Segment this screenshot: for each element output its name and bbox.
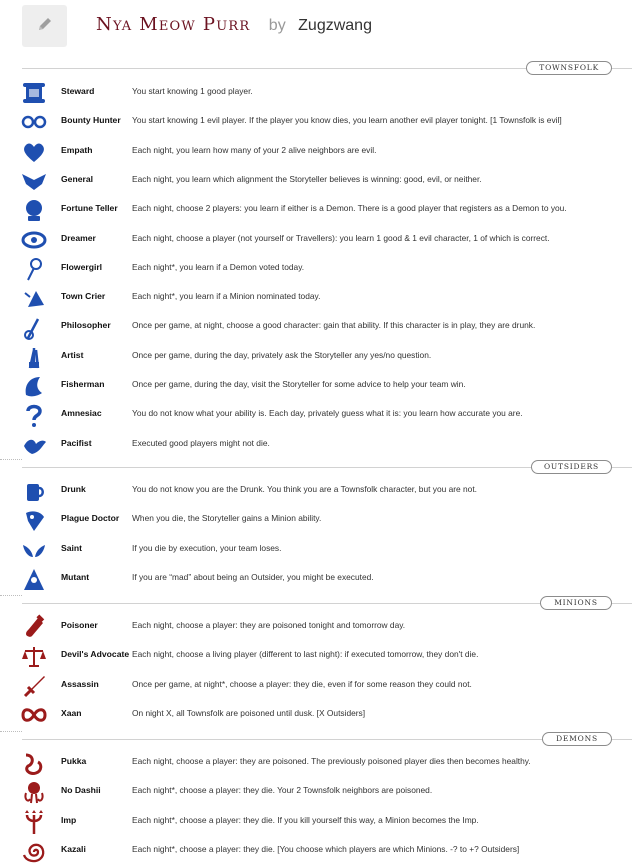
character-ability: Once per game, during the day, privately ask the Storyteller any yes/no question. [132, 350, 432, 360]
character-row [0, 107, 636, 136]
dove-icon [20, 432, 48, 458]
character-ability: Each night, you learn which alignment the Storyteller believes is winning: good, evil, or neither. [132, 174, 482, 184]
character-row [0, 748, 636, 777]
heart-icon [20, 139, 48, 165]
character-ability: Each night, you learn how many of your 2 alive neighbors are evil. [132, 145, 377, 155]
character-row [0, 535, 636, 564]
section-label-outsiders: OUTSIDERS [531, 460, 612, 474]
character-name: Philosopher [61, 320, 111, 330]
character-name: Fisherman [61, 379, 105, 389]
question-mark-icon [20, 402, 48, 428]
title-line [96, 14, 372, 35]
character-row [0, 78, 636, 107]
character-name: Artist [61, 350, 84, 360]
character-row [0, 836, 636, 865]
character-ability: Each night*, choose a player: they die. If you kill yourself this way, a Minion becomes the Imp. [132, 815, 479, 825]
character-ability: Once per game, at night*, choose a player: they die, even if for some reason they could not. [132, 679, 472, 689]
section-separator [0, 60, 636, 76]
character-row [0, 807, 636, 836]
scales-icon [20, 643, 48, 669]
by-label: by [268, 17, 286, 34]
section-divider-dotted [0, 731, 22, 732]
poison-vial-icon [20, 614, 48, 640]
character-ability: Each night*, choose a player: they die. [You choose which players are which Minions. -? to +? Outsiders] [132, 844, 520, 854]
section-rule [22, 739, 632, 740]
character-row [0, 612, 636, 641]
character-ability: You do not know what your ability is. Each day, privately guess what it is: you learn how accurate you are. [132, 408, 523, 418]
character-ability: If you die by execution, your team loses. [132, 543, 282, 553]
staff-icon [20, 314, 48, 340]
character-row [0, 254, 636, 283]
infinity-icon [20, 702, 48, 728]
section-separator [0, 731, 636, 747]
character-name: Imp [61, 815, 77, 825]
character-name: Kazali [61, 844, 86, 854]
trident-icon [20, 809, 48, 835]
insignia-icon [20, 168, 48, 194]
character-ability: Each night*, you learn if a Minion nominated today. [132, 291, 321, 301]
character-name: Bounty Hunter [61, 115, 121, 125]
character-row [0, 137, 636, 166]
character-name: Drunk [61, 484, 86, 494]
character-row [0, 700, 636, 729]
character-row [0, 430, 636, 459]
character-name: Fortune Teller [61, 203, 118, 213]
section-separator [0, 595, 636, 611]
character-name: Empath [61, 145, 93, 155]
section-label-townsfolk: TOWNSFOLK [526, 61, 612, 75]
octopus-icon [20, 779, 48, 805]
character-name: Pukka [61, 756, 87, 766]
character-name: Xaan [61, 708, 82, 718]
mutant-icon [20, 566, 48, 592]
character-ability: Each night*, you learn if a Demon voted today. [132, 262, 305, 272]
character-ability: Once per game, during the day, visit the Storyteller for some advice to help your team win. [132, 379, 466, 389]
character-ability: You start knowing 1 evil player. If the player you know dies, you learn another evil player tonight. [1 Townsfolk is evil] [132, 115, 562, 125]
character-row [0, 476, 636, 505]
character-row [0, 342, 636, 371]
character-row [0, 283, 636, 312]
character-name: Town Crier [61, 291, 106, 301]
character-name: Pacifist [61, 438, 92, 448]
character-row [0, 505, 636, 534]
edit-button[interactable] [22, 5, 67, 47]
section-separator [0, 459, 636, 475]
character-ability: Executed good players might not die. [132, 438, 270, 448]
character-ability: If you are “mad” about being an Outsider, you might be executed. [132, 572, 374, 582]
character-row [0, 312, 636, 341]
character-ability: Once per game, at night, choose a good character: gain that ability. If this character is in play, they are drunk. [132, 320, 536, 330]
paintbrushes-icon [20, 344, 48, 370]
character-row [0, 641, 636, 670]
character-row [0, 564, 636, 593]
character-name: Saint [61, 543, 83, 553]
character-ability: Each night*, choose a player: they die. Your 2 Townsfolk neighbors are poisoned. [132, 785, 433, 795]
character-name: Assassin [61, 679, 99, 689]
tankard-icon [20, 478, 48, 504]
section-label-minions: MINIONS [540, 596, 612, 610]
section-label-demons: DEMONS [542, 732, 612, 746]
flower-icon [20, 256, 48, 282]
character-row [0, 371, 636, 400]
character-row [0, 225, 636, 254]
character-row [0, 400, 636, 429]
character-name: Poisoner [61, 620, 98, 630]
crystal-ball-icon [20, 197, 48, 223]
section-divider-dotted [0, 459, 22, 460]
dream-cloud-icon [20, 227, 48, 253]
character-ability: You start knowing 1 good player. [132, 86, 253, 96]
character-name: Mutant [61, 572, 90, 582]
character-name: Dreamer [61, 233, 96, 243]
character-name: No Dashii [61, 785, 101, 795]
character-ability: Each night, choose a player: they are poisoned. The previously poisoned player dies then becomes healthy. [132, 756, 531, 766]
character-ability: Each night, choose 2 players: you learn if either is a Demon. There is a good player that registers as a Demon to you. [132, 203, 567, 213]
character-ability: When you die, the Storyteller gains a Minion ability. [132, 513, 322, 523]
script-title: Nya Meow Purr [96, 14, 251, 35]
plague-mask-icon [20, 507, 48, 533]
character-name: Amnesiac [61, 408, 102, 418]
character-name: Plague Doctor [61, 513, 120, 523]
character-ability: Each night, choose a player (not yourself or Travellers): you learn 1 good & 1 evil character, 1 of which is correct. [132, 233, 550, 243]
character-row [0, 671, 636, 700]
spiral-icon [20, 838, 48, 864]
character-row [0, 195, 636, 224]
character-name: Devil's Advocate [61, 649, 130, 659]
character-row [0, 777, 636, 806]
serpent-icon [20, 750, 48, 776]
character-row [0, 166, 636, 195]
script-header [0, 0, 636, 56]
author-name: Zugzwang [298, 17, 372, 34]
section-divider-dotted [0, 595, 22, 596]
fish-icon [20, 373, 48, 399]
character-ability: You do not know you are the Drunk. You think you are a Townsfolk character, but you are not. [132, 484, 477, 494]
pencil-icon [35, 14, 55, 39]
character-ability: Each night, choose a living player (different to last night): if executed tomorrow, they don't die. [132, 649, 479, 659]
character-name: Steward [61, 86, 95, 96]
dagger-icon [20, 673, 48, 699]
spectacles-icon [20, 109, 48, 135]
character-name: Flowergirl [61, 262, 103, 272]
bell-icon [20, 285, 48, 311]
character-ability: Each night, choose a player: they are poisoned tonight and tomorrow day. [132, 620, 406, 630]
wings-icon [20, 537, 48, 563]
character-name: General [61, 174, 94, 184]
character-ability: On night X, all Townsfolk are poisoned until dusk. [X Outsiders] [132, 708, 366, 718]
scroll-icon [20, 80, 48, 106]
